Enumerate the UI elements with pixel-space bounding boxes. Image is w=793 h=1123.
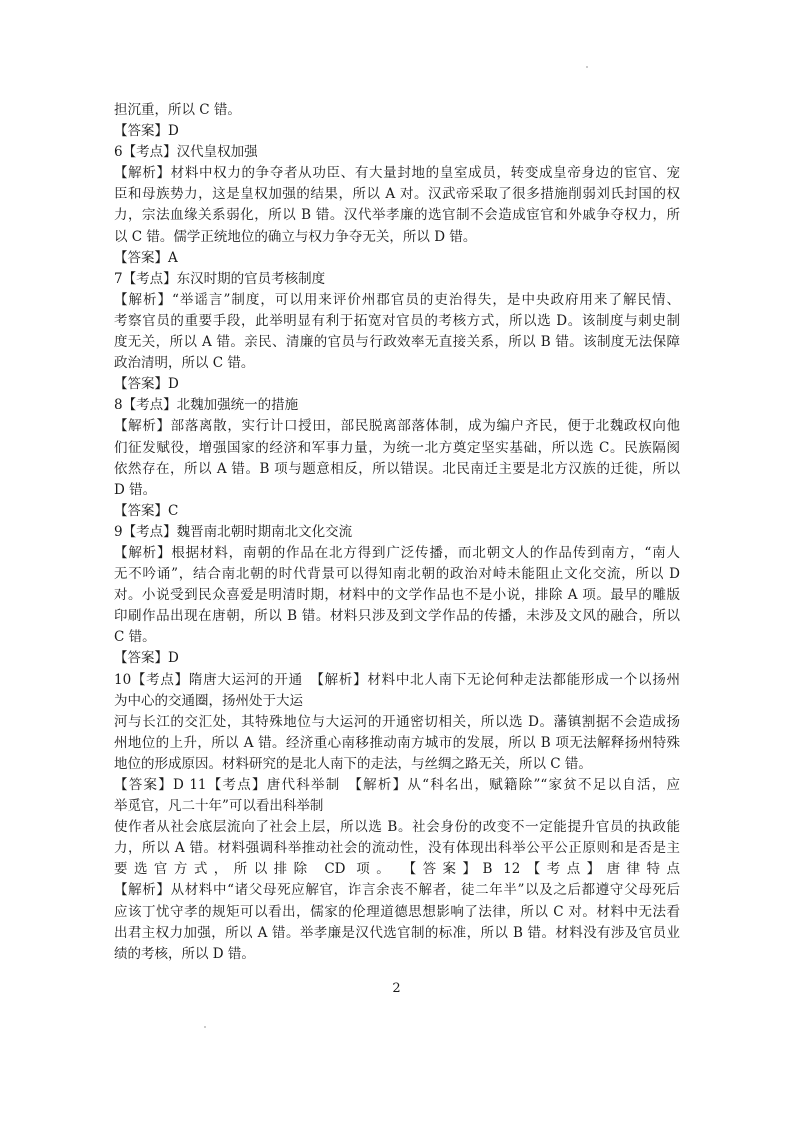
text-line: 【解析】从材料中“诸父母死应解官，诈言余丧不解者，徒二年半”以及之后都遵守父母死后 (114, 882, 680, 899)
answer-explanations-text (114, 100, 680, 965)
text-line: 绩的考核，所以 D 错。 (114, 945, 255, 962)
text-line: 河与长江的交汇处，其特殊地位与大运河的开通密切相关，所以选 D。藩镇割据不会造成扬 (114, 713, 680, 730)
text-line: 力，所以 A 错。材料强调科举推动社会的流动性，没有体现出科举公平公正原则和是否是主 (114, 840, 680, 857)
text-line: 州地位的上升，所以 A 错。经济重心南移推动南方城市的发展，所以 B 项无法解释扬州特殊 (114, 734, 680, 751)
text-line: 印刷作品出现在唐朝，所以 B 错。材料只涉及到文学作品的传播，未涉及文风的融合，所以 (114, 608, 680, 625)
text-line: 出君主权力加强，所以 A 错。举孝廉是汉代选官制的标准，所以 B 错。材料没有涉及官员业 (114, 924, 680, 941)
text-line: D 错。 (114, 481, 157, 498)
text-line: 【解析】材料中权力的争夺者从功臣、有大量封地的皇室成员，转变成皇帝身边的宦官、宠 (114, 165, 680, 182)
text-line: 【答案】D (114, 123, 179, 140)
scan-speck (204, 1026, 206, 1028)
text-line: 臣和母族势力，这是皇权加强的结果，所以 A 对。汉武帝采取了很多措施削弱刘氏封国的权 (114, 186, 680, 203)
text-line: 为中心的交通圈，扬州处于大运 (114, 692, 303, 709)
text-line: 【解析】部落离散，实行计口授田，部民脱离部落体制，成为编户齐民，便于北魏政权向他 (114, 418, 680, 435)
text-line: 9【考点】魏晋南北朝时期南北文化交流 (114, 523, 353, 540)
text-line: 举觅官，凡二十年”可以看出科举制 (114, 798, 324, 815)
text-line: 力，宗法血缘关系弱化，所以 B 错。汉代举孝廉的选官制不会造成宦官和外戚争夺权力，所 (114, 207, 680, 224)
text-line: 们征发赋役，增强国家的经济和军事力量，为统一北方奠定坚实基础，所以选 C。民族隔阂 (114, 439, 680, 456)
text-line: 【答案】D (114, 650, 179, 667)
text-line: 政治清明，所以 C 错。 (114, 355, 255, 372)
text-line: 7【考点】东汉时期的官员考核制度 (114, 270, 326, 287)
text-line: 考察官员的重要手段，此举明显有利于拓宽对官员的考核方式，所以选 D。该制度与刺史制 (114, 312, 680, 329)
text-line: 【答案】A (114, 249, 178, 266)
text-line: 【解析】根据材料，南朝的作品在北方得到广泛传播，而北朝文人的作品传到南方，“南人 (114, 544, 680, 561)
text-line: 以 C 错。儒学正统地位的确立与权力争夺无关，所以 D 错。 (114, 228, 477, 245)
text-line: 8【考点】北魏加强统一的措施 (114, 397, 299, 414)
text-line: 应该丁忧守孝的规矩可以看出，儒家的伦理道德思想影响了法律，所以 C 对。材料中无法看 (114, 903, 680, 920)
text-line: 对。小说受到民众喜爱是明清时期，材料中的文学作品也不是小说，排除 A 项。最早的雕版 (114, 587, 680, 604)
text-line: 10【考点】隋唐大运河的开通 【解析】材料中北人南下无论何种走法都能形成一个以扬州 (114, 671, 680, 688)
text-line: 6【考点】汉代皇权加强 (114, 144, 258, 161)
text-line: 地位的形成原因。材料研究的是北人南下的走法，与丝绸之路无关，所以 C 错。 (114, 755, 592, 772)
text-line: 使作者从社会底层流向了社会上层，所以选 B。社会身份的改变不一定能提升官员的执政能 (114, 819, 680, 836)
text-line: C 错。 (114, 629, 156, 646)
text-line: 担沉重，所以 C 错。 (114, 102, 241, 118)
text-line: 【答案】D (114, 376, 179, 393)
text-line: 【答案】D 11【考点】唐代科举制 【解析】从“科名出，赋籍除”“家贫不足以自活，应 (114, 777, 680, 793)
text-line: 【答案】C (114, 502, 179, 519)
text-line: 【解析】“举谣言”制度，可以用来评价州郡官员的吏治得失，是中央政府用来了解民情、 (114, 291, 680, 308)
text-line: 无不吟诵”，结合南北朝的时代背景可以得知南北朝的政治对峙未能阻止文化交流，所以 D (114, 566, 680, 583)
text-line: 要选官方式，所以排除 CD 项。 【答案】B 12【考点】唐律特点 (114, 861, 680, 878)
page-number: 2 (392, 981, 401, 996)
text-line: 度无关，所以 A 错。亲民、清廉的官员与行政效率无直接关系，所以 B 错。该制度无法保障 (114, 334, 680, 351)
text-line: 依然存在，所以 A 错。B 项与题意相反，所以错误。北民南迁主要是北方汉族的迁徙，所以 (114, 460, 680, 477)
scan-speck (586, 66, 588, 68)
